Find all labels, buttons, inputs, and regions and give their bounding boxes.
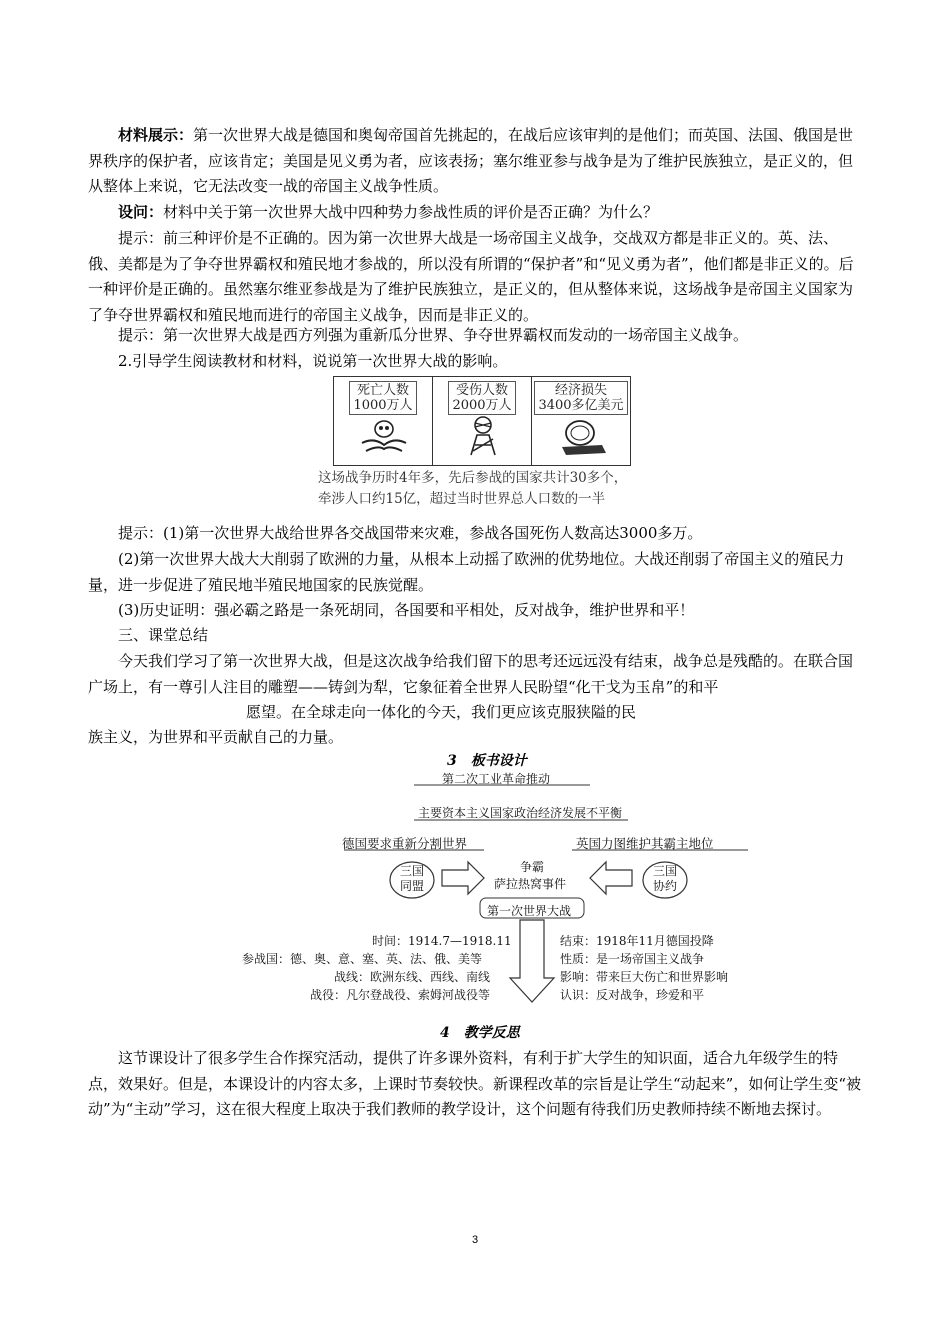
stats-caption-line-1: 这场战争历时4年多，先后参战的国家共计30多个， (318, 470, 628, 486)
stat-value: 1000万人 (353, 398, 413, 413)
board-left-detail: 参战国：德、奥、意、塞、英、法、俄、美等 (242, 952, 483, 966)
teaching-reflection-paragraph: 这节课设计了很多学生合作探究活动，提供了许多课外资料，有利于扩大学生的知识面，适合九年级学生的特点，效果好。但是，本课设计的内容太多，上课时节奏较快。新课程改革的宗旨是让学生“动起来”，如何让学生变“被动”为“主动”学习，这在很大程度上取决于我们教师的教学设计，这个问题有待我们历史教师持续不断地去探讨。 (88, 1049, 862, 1118)
board-left-detail: 时间：1914.7—1918.11 (372, 934, 512, 948)
triple-entente-label: 三国 协约 (653, 864, 678, 893)
material-paragraph (88, 123, 864, 200)
world-war-one-text: 第一次世界大战 (487, 904, 572, 918)
material-text: 第一次世界大战是德国和奥匈帝国首先挑起的，在战后应该审判的是他们；而英国、法国、俄国是世界秩序的保护者，应该肯定；美国是见义勇为者，应该表扬；塞尔维亚参与战争是为了维护民族独立，是正义的，但从整体上来说，它无法改变一战的帝国主义战争性质。 (88, 126, 854, 195)
board-right-detail: 性质：是一场帝国主义战争 (560, 952, 705, 966)
step-2-paragraph: 2.引导学生阅读教材和材料，说说第一次世界大战的影响。 (118, 352, 508, 370)
question-label: 设问： (118, 203, 164, 221)
triple-alliance-label: 三国 同盟 (400, 864, 425, 893)
stat-label: 经济损失 (554, 383, 607, 398)
summary-paragraph: 今天我们学习了第一次世界大战，但是这次战争给我们留下的思考还远远没有结束，战争总是残酷的。在联合国广场上，有一尊引人注目的雕塑——铸剑为犁，它象征着全世界人民盼望“化干戈为玉帛”的和平 (88, 652, 854, 696)
sarajevo-incident-text: 萨拉热窝事件 (494, 877, 567, 891)
board-right-detail: 影响：带来巨大伤亡和世界影响 (560, 970, 729, 984)
material-label: 材料展示： (118, 126, 194, 144)
stat-label: 死亡人数 (356, 383, 409, 398)
right-arrow-icon (442, 862, 484, 894)
question-paragraph (88, 200, 864, 226)
stat-value: 3400多亿美元 (538, 398, 624, 413)
stat-value: 2000万人 (452, 398, 512, 413)
impact-item-3: (3)历史证明：强必霸之路是一条死胡同，各国要和平相处，反对战争，维护世界和平！ (118, 601, 695, 619)
hint-paragraph-1: 提示：前三种评价是不正确的。因为第一次世界大战是一场帝国主义战争，交战双方都是非正义的。英、法、俄、美都是为了争夺世界霸权和殖民地才参战的，所以没有所谓的“保护者”和“见义勇为者”，他们都是非正义的。后一种评价是正确的。虽然塞尔维亚参战是为了维护民族独立，是正义的，但从整体来说，这场战争是帝国主义国家为了争夺世界霸权和殖民地而进行的帝国主义战争，因而是非正义的。 (88, 229, 854, 324)
stat-cell-deaths (334, 377, 433, 465)
wounded-soldier-icon (453, 415, 513, 457)
down-arrow-icon (510, 920, 554, 1002)
summary-paragraph-end: 族主义，为世界和平贡献自己的力量。 (88, 728, 344, 746)
rivalry-text: 争霸 (520, 860, 545, 874)
war-statistics-table (333, 376, 631, 466)
stat-cell-economic-loss (532, 377, 630, 465)
question-text: 材料中关于第一次世界大战中四种势力参战性质的评价是否正确？为什么？ (163, 203, 659, 221)
board-design-heading: 3 板书设计 (447, 753, 527, 769)
skull-icon (354, 415, 414, 457)
summary-paragraph-continued: 愿望。在全球走向一体化的今天，我们更应该克服狭隘的民 (246, 703, 637, 721)
impact-item-1: 提示：(1)第一次世界大战给世界各交战国带来灾难，参战各国死伤人数高达3000多万。 (118, 524, 703, 542)
board-right-detail: 认识：反对战争，珍爱和平 (560, 988, 705, 1002)
board-left-detail: 战线：欧洲东线、西线、南线 (334, 970, 491, 984)
stats-caption-line-2: 牵涉人口约15亿，超过当时世界总人口数的一半 (318, 491, 606, 507)
board-top-text: 第二次工业革命推动 (442, 772, 551, 786)
coins-icon (552, 415, 612, 457)
hint-paragraph-2: 提示：第一次世界大战是西方列强为重新瓜分世界、争夺世界霸权而发动的一场帝国主义战争。 (118, 326, 749, 344)
summary-heading: 三、课堂总结 (118, 626, 209, 644)
board-right-detail: 结束：1918年11月德国投降 (560, 934, 714, 948)
impact-item-2: (2)第一次世界大战大大削弱了欧洲的力量，从根本上动摇了欧洲的优势地位。大战还削弱了帝国主义的殖民力量，进一步促进了殖民地半殖民地国家的民族觉醒。 (88, 550, 845, 594)
board-design-diagram (240, 770, 760, 1010)
teaching-reflection-heading: 4 教学反思 (440, 1025, 520, 1041)
board-left-detail: 战役：凡尔登战役、索姆河战役等 (310, 988, 491, 1002)
page-number: 3 (471, 1234, 479, 1246)
stat-cell-wounded (433, 377, 532, 465)
board-second-text: 主要资本主义国家政治经济发展不平衡 (418, 806, 623, 820)
board-right-text: 英国力图维护其霸主地位 (576, 836, 714, 851)
stat-label: 受伤人数 (455, 383, 508, 398)
left-arrow-icon (590, 862, 632, 894)
board-left-text: 德国要求重新分割世界 (342, 836, 468, 851)
